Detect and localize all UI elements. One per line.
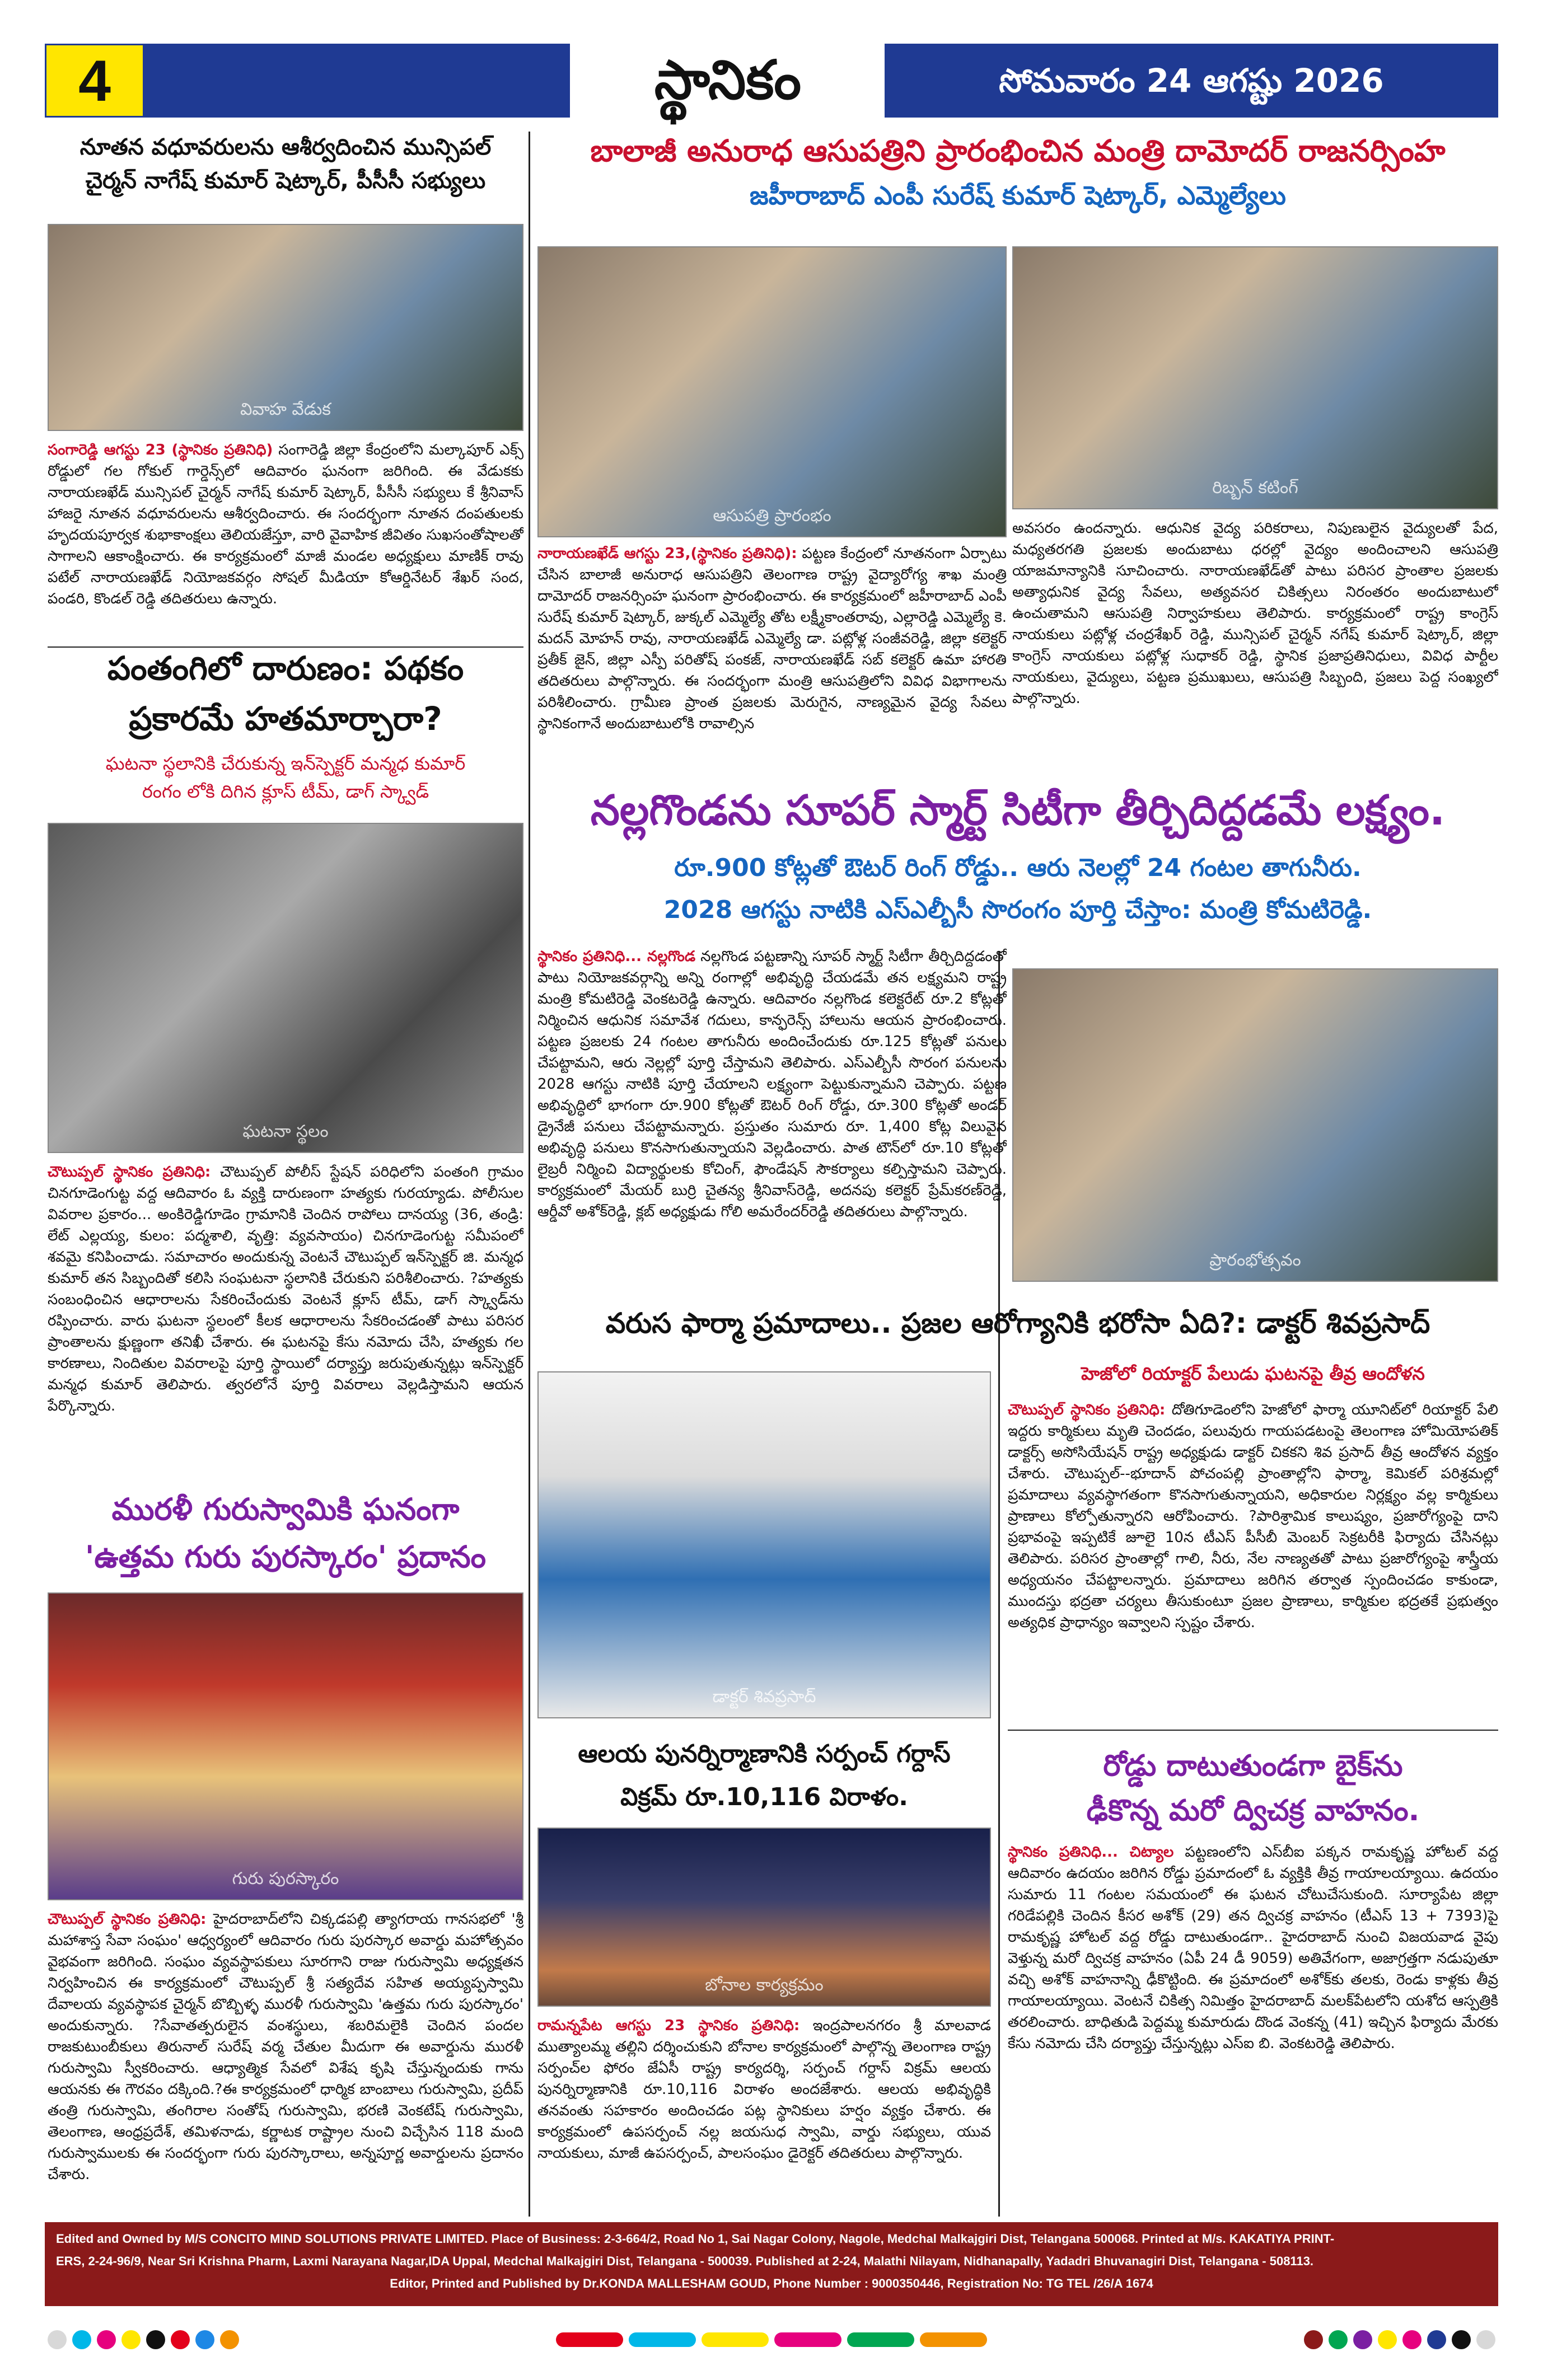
nalgonda-body [537, 946, 1007, 1287]
temple-headline-1: ఆలయ పునర్నిర్మాణానికి సర్పంచ్ గర్దాస్ [578, 1740, 951, 1768]
nalgonda-text: నల్లగొండ పట్టణాన్ని సూపర్ స్మార్ట్ సిటీగా తీర్చిదిద్దడంతో పాటు నియోజకవర్గాన్ని అన్ని రంగాల్లో అభివృద్ధి చేయడమే తన లక్ష్యమని రాష్ట్ర మంత్రి కోమటిరెడ్డి వెంకటరెడ్డి ఉన్నారు. ఆదివారం నల్లగొండ కలెక్టరేట్ రూ.2 కోట్లతో నిర్మించిన ఆధునిక సమావేశ గదులు, కాన్ఫరెన్స్ హాలును ఆయన ప్రారంభించారు. పట్టణ ప్రజలకు 24 గంటల తాగునీరు అందించేందుకు రూ.125 కోట్లతో పనులు చేపట్టామని, ఆరు నెల్లల్లో పూర్తి చేస్తామని తెలిపారు. ఎస్ఎల్బీసీ సొరంగ పనులను 2028 ఆగస్టు నాటికి పూర్తి చేయాలని లక్ష్యంగా పెట్టుకున్నామని చెప్పారు. పట్టణ అభివృద్ధిలో భాగంగా రూ.900 కోట్లతో ఔటర్ రింగ్ రోడ్డు, రూ.300 కోట్లతో అండర్ డ్రైనేజీ పనులు చేపట్టామన్నారు. ప్రస్తుతం సుమారు రూ. 1,400 కోట్ల విలువైన అభివృద్ధి పనులు కొనసాగుతున్నాయని వెల్లడించారు. పాత టౌన్‌లో రూ.10 కోట్లతో లైబ్రరీ నిర్మించి విద్యార్థులకు కోచింగ్, ఫౌండేషన్ సౌకర్యాలు కల్పిస్తామని చెప్పారు. కార్యక్రమంలో మేయర్ బుర్రి చైతన్య శ్రీనివాస్‌రెడ్డి, అదనపు కలెక్టర్ ప్రేమ్‌కరణ్‌రెడ్డి, ఆర్డీవో అశోక్‌రెడ్డి, క్లబ్ అధ్యక్షుడు గోలి అమరేందర్‌రెడ్డి తదితరులు పాల్గొన్నారు. [537, 948, 1007, 1220]
color-dots-left [45, 2330, 242, 2349]
pharma-subheadline: హెజోలో రియాక్టర్ పేలుడు ఘటనపై తీవ్ర ఆందోళన [1081, 1363, 1425, 1384]
nalgonda-photo-caption: ప్రారంభోత్సవం [1209, 1250, 1301, 1270]
color-dot [1304, 2330, 1323, 2349]
column-divider-left [529, 132, 530, 2217]
footer-line-2: ERS, 2-24-96/9, Near Sri Krishna Pharm, Laxmi Narayana Nagar,IDA Uppal, Medchal Malkajgiri Dist, Telangana - 500039. Published at 2-24, Malathi Nilayam, Nidhanapally, Yadadri Bhuvanagiri Dist, Telangana - 508113. [56, 2254, 1314, 2268]
color-dots-right [1301, 2330, 1498, 2349]
nalgonda-photo [1012, 968, 1498, 1282]
nalgonda-headline: నల్లగొండను సూపర్ స్మార్ట్ సిటీగా తీర్చిదిద్దడమే లక్ష్యం. [590, 786, 1446, 835]
masthead-right-bar [885, 44, 1498, 118]
hospital-text-2: అవసరం ఉందన్నారు. ఆధునిక వైద్య పరికరాలు, నిపుణులైన వైద్యులతో పేద, మధ్యతరగతి ప్రజలకు అందుబాటు ధరల్లో వైద్యం అందించాలని ఆసుపత్రి యాజమాన్యానికి సూచించారు. నారాయణఖేడ్‌తో పాటు పరిసర ప్రాంతాల ప్రజలకు అత్యాధునిక వైద్య సేవలు, అత్యవసర చికిత్సలు నిరంతరం అందుబాటులో ఉంచుతామని ఆసుపత్రి నిర్వాహకులు తెలిపారు. కార్యక్రమంలో రాష్ట్ర కాంగ్రెస్ నాయకులు పట్లోళ్ల చంద్రశేఖర్ రెడ్డి, మున్సిపల్ చైర్మన్ నగేష్ కుమార్ షెట్కార్, జిల్లా కాంగ్రెస్ నాయకులు పట్లోళ్ల సుధాకర్ రెడ్డి, స్థానిక ప్రజాప్రతినిధులు, వివిధ పార్టీల నాయకులు, వైద్యులు, పట్టణ ప్రముఖులు, ఆసుపత్రి సిబ్బంది, ప్రజలు పెద్ద సంఖ్యలో పాల్గొన్నారు. [1012, 520, 1498, 707]
temple-dateline: రామన్నపేట ఆగస్టు 23 స్థానికం ప్రతినిధి: [537, 2017, 800, 2034]
color-dot [146, 2330, 165, 2349]
temple-headline-2: విక్రమ్ రూ.10,116 విరాళం. [620, 1783, 908, 1811]
crime-text: చౌటుప్పల్ పోలీస్ స్టేషన్ పరిధిలోని పంతంగి గ్రామం చినగూడెంగుట్ట వద్ద ఆదివారం ఓ వ్యక్తి దారుణంగా హత్యకు గురయ్యాడు. పోలీసుల వివరాల ప్రకారం... అంకిరెడ్డిగూడెం గ్రామానికి చెందిన రాపోలు దానయ్య (36, తండ్రి: లేట్ ఎల్లయ్య, కులం: పద్మశాలి, వృత్తి: వ్యవసాయం) చినగూడెంగుట్ట సమీపంలో శవమై కనిపించాడు. సమాచారం అందుకున్న వెంటనే చౌటుప్పల్ ఇన్‌స్పెక్టర్ జి. మన్మధ కుమార్ తన సిబ్బందితో కలిసి సంఘటనా స్థలానికి చేరుకుని పరిశీలించారు. ?హత్యకు సంబంధించిన ఆధారాలను సేకరించేందుకు వెంటనే క్లూస్ టీమ్, డాగ్ స్క్వాడ్‌ను రప్పించారు. వారు ఘటనా స్థలంలో కీలక ఆధారాలను సేకరించడంతో పాటు పరిసర ప్రాంతాలను క్షుణ్ణంగా తనిఖీ చేశారు. ఈ ఘటనపై కేసు నమోదు చేసి, హత్యకు గల కారణాలు, నిందితుల వివరాలపై పూర్తి స్థాయిలో దర్యాప్తు జరుపుతున్నట్లు ఇన్‌స్పెక్టర్ మన్మధ కుమార్ తెలిపారు. త్వరలోనే పూర్తి వివరాలు వెల్లడిస్తామని ఆయన పేర్కొన్నారు. [48, 1164, 523, 1414]
masthead [45, 44, 1498, 118]
hospital-body-col1 [537, 543, 1007, 784]
color-dot [1452, 2330, 1471, 2349]
color-dot [1329, 2330, 1348, 2349]
hospital-photo-1 [537, 246, 1007, 537]
nalgonda-subhead-2: 2028 ఆగస్టు నాటికి ఎస్ఎల్బీసీ సొరంగం పూర్తి చేస్తాం: మంత్రి కోమటిరెడ్డి. [663, 896, 1372, 924]
page-number: 4 [78, 49, 111, 114]
color-bar [920, 2332, 987, 2347]
wedding-headline-2: చైర్మన్ నాగేష్ కుమార్ షెట్కార్, పీసీసీ సభ్యులు [85, 168, 486, 194]
wedding-headline-1: నూతన వధూవరులను ఆశీర్వదించిన మున్సిపల్ [80, 134, 492, 160]
award-dateline: చౌటుప్పల్ స్థానికం ప్రతినిధి: [48, 1911, 207, 1928]
color-dot [121, 2330, 141, 2349]
award-photo-caption: గురు పురస్కారం [232, 1869, 339, 1889]
color-bar [774, 2332, 841, 2347]
award-headline-1: మురళీ గురుస్వామికి ఘనంగా [111, 1492, 460, 1527]
temple-text: ఇంద్రపాలనగరం శ్రీ మాలవాడ ముత్యాలమ్మ తల్లిని దర్శించుకుని బోనాల కార్యక్రమంలో పాల్గొన్న తెలంగాణ రాష్ట్ర సర్పంచ్‌ల ఫోరం జేఏసీ రాష్ట్ర కార్యదర్శి, సర్పంచ్ గర్దాస్ విక్రమ్ ఆలయ పునర్నిర్మాణానికి రూ.10,116 విరాళం అందజేశారు. ఆలయ అభివృద్ధికి తనవంతు సహకారం అందించడం పట్ల స్థానికులు హర్షం వ్యక్తం చేశారు. ఈ కార్యక్రమంలో ఉపసర్పంచ్ నల్ల జయసుధ స్వామి, వార్డు సభ్యులు, యువ నాయకులు, మాజీ ఉపసర్పంచ్, పాలసంఘం డైరెక్టర్ తదితరులు పాల్గొన్నారు. [537, 2017, 991, 2162]
accident-text: పట్టణంలోని ఎస్‌బీఐ పక్కన రామకృష్ణ హోటల్ వద్ద ఆదివారం ఉదయం జరిగిన రోడ్డు ప్రమాదంలో ఓ వ్యక్తికి తీవ్ర గాయాలయ్యాయి. ఉదయం సుమారు 11 గంటల సమయంలో ఈ ఘటన చోటుచేసుకుంది. సూర్యాపేట జిల్లా గరిడేపల్లికి చెందిన కీసర అశోక్ (29) తన ద్విచక్ర వాహనం (టీఎస్ 13 + 7393)పై రామకృష్ణ హోటల్ వద్ద రోడ్డు దాటుతుండగా.. హైదరాబాద్ నుంచి విజయవాడ వైపు వెళ్తున్న మరో ద్విచక్ర వాహనం (ఏపీ 24 డీ 9059) అతివేగంగా, అజాగ్రత్తగా నడుపుతూ వచ్చి అశోక్ వాహనాన్ని ఢీకొట్టింది. ఈ ప్రమాదంలో అశోక్‌కు తలకు, రెండు కాళ్లకు తీవ్ర గాయాలయ్యాయి. వెంటనే చికిత్స నిమిత్తం హైదరాబాద్ మలక్‌పేటలోని యశోద ఆస్పత్రికి తరలించారు. బాధితుడి పెద్దమ్మ కుమారుడు దొండ వెంకన్న (41) ఇచ్చిన ఫిర్యాదు మేరకు కేసు నమోదు చేసి దర్యాప్తు చేస్తున్నట్లు ఎస్‌ఐ బి. వెంకటరెడ్డి తెలిపారు. [1008, 1844, 1498, 2052]
crime-headline-1: పంతంగిలో దారుణం: పథకం [107, 649, 464, 687]
paper-name: స్థానికం [654, 49, 802, 111]
color-bar [556, 2332, 623, 2347]
wedding-text: సంగారెడ్డి జిల్లా కేంద్రంలోని మల్కాపూర్ ఎక్స్ రోడ్డులో గల గోకుల్ గార్డెన్స్‌లో ఆదివారం ఘనంగా జరిగింది. ఈ వేడుకకు నారాయణఖేడ్ మున్సిపల్ చైర్మన్ నాగేష్ కుమార్ షెట్కార్, పీసీసీ సభ్యులు కే శ్రీనివాస్ హాజరై నూతన వధూవరులను ఆశీర్వదించారు. ఈ సందర్భంగా నూతన దంపతులకు హృదయపూర్వక శుభాకాంక్షలు తెలియజేస్తూ, వారి వైవాహిక జీవితం సుఖసంతోషాలతో సాగాలని ఆకాంక్షించారు. ఈ కార్యక్రమంలో మాజీ మండల అధ్యక్షులు మాణిక్ రావు పటేల్ నారాయణఖేడ్ నియోజకవర్గం సోషల్ మీడియా కోఆర్డినేటర్ శేఖర్ సంద, పండరి, కొండల్ రెడ్డి తదితరులు ఉన్నారు. [48, 442, 523, 607]
pharma-dateline: చౌటుప్పల్ స్థానికం ప్రతినిధి: [1008, 1402, 1166, 1418]
color-dot [1476, 2330, 1495, 2349]
award-body [48, 1909, 523, 2214]
wedding-photo-caption: వివాహ వేడుక [240, 400, 331, 419]
hospital-body-col2 [1012, 518, 1498, 784]
color-dot [1427, 2330, 1446, 2349]
accident-body [1008, 1842, 1498, 2214]
color-dot [220, 2330, 239, 2349]
color-dot [171, 2330, 190, 2349]
color-bar [629, 2332, 696, 2347]
crime-subhead-2: రంగం లోకి దిగిన క్లూస్ టీమ్, డాగ్ స్క్వాడ్ [142, 781, 429, 802]
hospital-photo-1-caption: ఆసుపత్రి ప్రారంభం [713, 506, 831, 526]
crime-photo [48, 823, 523, 1153]
award-headline-2: 'ఉత్తమ గురు పురస్కారం' ప్రదానం [85, 1539, 487, 1575]
page-number-box [45, 44, 144, 118]
footer-line-3: Editor, Printed and Published by Dr.KONDA MALLESHAM GOUD, Phone Number : 9000350446, Registration No: TG TEL /26/A 1674 [390, 2276, 1153, 2290]
crime-dateline: చౌటుప్పల్ స్థానికం ప్రతినిధి: [48, 1164, 211, 1180]
footer-line-1: Edited and Owned by M/S CONCITO MIND SOLUTIONS PRIVATE LIMITED. Place of Business: 2-3-664/2, Road No 1, Sai Nagar Colony, Nagole, Medchal Malkajgiri Dist, Telangana 500068. Printed at M/s. KAKATIYA PRINT- [56, 2232, 1335, 2246]
color-dot [48, 2330, 67, 2349]
wedding-body [48, 439, 523, 646]
hospital-photo-2-caption: రిబ్బన్ కటింగ్ [1212, 478, 1298, 498]
pharma-text: దోతిగూడెంలోని హెజోలో ఫార్మా యూనిట్‌లో రియాక్టర్ పేలి ఇద్దరు కార్మికులు మృతి చెందడం, పలువురు గాయపడటంపై తెలంగాణ హోమియోపతిక్ డాక్టర్స్ అసోసియేషన్ రాష్ట్ర అధ్యక్షుడు డాక్టర్ చికకని శివ ప్రసాద్ తీవ్ర ఆందోళన వ్యక్తం చేశారు. చౌటుప్పల్--భూదాన్ పోచంపల్లి ప్రాంతాల్లోని ఫార్మా, కెమికల్ పరిశ్రమల్లో ప్రమాదాలు వ్యవస్థాగతంగా కొనసాగుతున్నాయని, అధికారుల నిర్లక్ష్యం వల్ల కార్మికులు ప్రాణాలు కోల్పోతున్నారని ఆరోపించారు. ?పారిశ్రామిక కాలుష్యం, ప్రజారోగ్యంపై దాని ప్రభావంపై ఇప్పటికే జూలై 10న టీఎస్ పీసీబీ మెంబర్ సెక్రటరీకి ఫిర్యాదు చేసినట్లు తెలిపారు. పరిసర ప్రాంతాల్లో గాలి, నీరు, నేల నాణ్యతతో పాటు ప్రజారోగ్యంపై శాస్త్రీయ అధ్యయనం చేపట్టాలన్నారు. ప్రమాదాలు జరిగిన తర్వాత స్పందించడం కాకుండా, ముందస్తు భద్రతా చర్యలు తీసుకుంటూ ప్రజల ప్రాణాలు, కార్మికుల భద్రతకే ప్రభుత్వం అత్యధిక ప్రాధాన్యం ఇవ్వాలని స్పష్టం చేశారు. [1008, 1402, 1498, 1631]
color-dot [1402, 2330, 1422, 2349]
divider-crime [48, 646, 523, 648]
crime-body [48, 1161, 523, 1486]
nalgonda-dateline: స్థానికం ప్రతినిధి... నల్లగొండ [537, 948, 696, 965]
masthead-left-bar [144, 44, 570, 118]
color-dot [97, 2330, 116, 2349]
color-bar [702, 2332, 769, 2347]
hospital-subheadline: జహీరాబాద్ ఎంపీ సురేష్ కుమార్ షెట్కార్, ఎమ్మెల్యేలు [750, 180, 1286, 210]
award-text: హైదరాబాద్‌లోని చిక్కడపల్లి త్యాగరాయ గానసభలో 'శ్రీ మహాశాస్త సేవా సంఘం' ఆధ్వర్యంలో ఆదివారం గురు పురస్కార అవార్డు మహోత్సవం వైభవంగా జరిగింది. సంఘం వ్యవస్థాపకులు సూరగాని రాజు గురుస్వామి అధ్యక్షతన నిర్వహించిన ఈ కార్యక్రమంలో చౌటుప్పల్ శ్రీ సత్యదేవ సహిత అయ్యప్పస్వామి దేవాలయ వ్యవస్థాపక చైర్మన్ బొబ్బిళ్ళ మురళీ గురుస్వామి 'ఉత్తమ గురు పురస్కారం' అందుకున్నారు. ?సేవాతత్పరులైన వంశస్థులు, శబరిమలైకి చెందిన పందల రాజకుటుంబీకులు తిరునాల్ సురేష్ వర్మ చేతుల మీదుగా ఈ అవార్డును మురళీ గురుస్వామి స్వీకరించారు. ఆధ్యాత్మిక సేవలో విశేష కృషి చేస్తున్నందుకు గాను ఆయనకు ఈ గౌరవం దక్కింది.?ఈ కార్యక్రమంలో ధార్మిక బాంబాలు గురుస్వామి, ప్రదీప్ తంత్రి గురుస్వామి, తంగిరాల సంతోష్ గురుస్వామి, భరణి వెంకటేష్ గురుస్వామి, తెలంగాణ, ఆంధ్రప్రదేశ్, తమిళనాడు, కర్ణాటక రాష్ట్రాల నుంచి విచ్చేసిన 118 మంది గురుస్వాములకు ఈ సందర్భంగా గురు పురస్కారాలు, అన్నపూర్ణ అవార్డులను ప్రదానం చేశారు. [48, 1911, 523, 2183]
divider-accident [1008, 1730, 1498, 1731]
color-dot [1378, 2330, 1397, 2349]
temple-body [537, 2015, 991, 2214]
footer-imprint [45, 2222, 1498, 2306]
crime-photo-caption: ఘటనా స్థలం [242, 1122, 329, 1141]
color-registration-strip [45, 2323, 1498, 2356]
hospital-photo-2 [1012, 246, 1498, 509]
portrait-photo-caption: డాక్టర్ శివప్రసాద్ [712, 1687, 816, 1707]
temple-photo [537, 1828, 991, 2007]
pharma-body [1008, 1399, 1498, 1724]
color-dot [72, 2330, 91, 2349]
nalgonda-subhead-1: రూ.900 కోట్లతో ఔటర్ రింగ్ రోడ్డు.. ఆరు నెలల్లో 24 గంటల తాగునీరు. [674, 854, 1362, 882]
color-bar [847, 2332, 914, 2347]
accident-headline-2: ఢీకొన్న మరో ద్విచక్ర వాహనం. [1086, 1794, 1420, 1828]
hospital-headline: బాలాజీ అనురాధ ఆసుపత్రిని ప్రారంభించిన మంత్రి దామోదర్ రాజనర్సింహ [590, 133, 1446, 168]
accident-dateline: స్థానికం ప్రతినిధి... చిట్యాల [1008, 1844, 1174, 1861]
hospital-text-1: పట్టణ కేంద్రంలో నూతనంగా ఏర్పాటు చేసిన బాలాజీ అనురాధ ఆసుపత్రిని తెలంగాణ రాష్ట్ర వైద్యారోగ్య శాఖ మంత్రి దామోదర్ రాజనర్సింహ ఘనంగా ప్రారంభించారు. ఈ కార్యక్రమంలో జహీరాబాద్ ఎంపీ సురేష్ కుమార్ షెట్కార్, జుక్కల్ ఎమ్మెల్యే తోట లక్ష్మీకాంతరావు, ఎల్లారెడ్డి ఎమ్మెల్యే కె. మదన్ మోహన్ రావు, నారాయణఖేడ్ ఎమ్మెల్యే డా. పట్లోళ్ల సంజీవరెడ్డి, జిల్లా కలెక్టర్ ప్రతీక్ జైన్, జిల్లా ఎస్పీ పరితోష్ పంకజ్, నారాయణఖేడ్ సబ్ కలెక్టర్ ఉమా హారతి తదితరులు పాల్గొన్నారు. ఈ సందర్భంగా మంత్రి ఆసుపత్రిలోని వివిధ విభాగాలను పరిశీలించారు. గ్రామీణ ప్రాంత ప్రజలకు మెరుగైన, నాణ్యమైన వైద్య సేవలు స్థానికంగానే అందుబాటులోకి రావాల్సిన [537, 545, 1007, 732]
pharma-headline: వరుస ఫార్మా ప్రమాదాలు.. ప్రజల ఆరోగ్యానికి భరోసా ఏది?: డాక్టర్ శివప్రసాద్ [605, 1307, 1430, 1339]
award-photo [48, 1592, 523, 1900]
accident-headline-1: రోడ్డు దాటుతుండగా బైక్‌ను [1103, 1749, 1403, 1783]
wedding-photo [48, 224, 523, 431]
temple-photo-caption: బోనాల కార్యక్రమం [705, 1975, 824, 1995]
date-line: సోమవారం 24 ఆగష్టు 2026 [999, 62, 1384, 100]
wedding-dateline: సంగారెడ్డి ఆగస్టు 23 (స్థానికం ప్రతినిధి) [48, 442, 273, 458]
crime-subhead-1: ఘటనా స్థలానికి చేరుకున్న ఇన్‌స్పెక్టర్ మన్మధ కుమార్ [105, 753, 466, 774]
portrait-photo [537, 1371, 991, 1718]
color-dot [195, 2330, 214, 2349]
color-bars-center [553, 2332, 990, 2347]
color-dot [1353, 2330, 1372, 2349]
crime-headline-2: ప్రకారమే హతమార్చారా? [129, 700, 442, 738]
hospital-dateline: నారాయణఖేడ్ ఆగస్టు 23,(స్థానికం ప్రతినిధి): [537, 545, 797, 562]
